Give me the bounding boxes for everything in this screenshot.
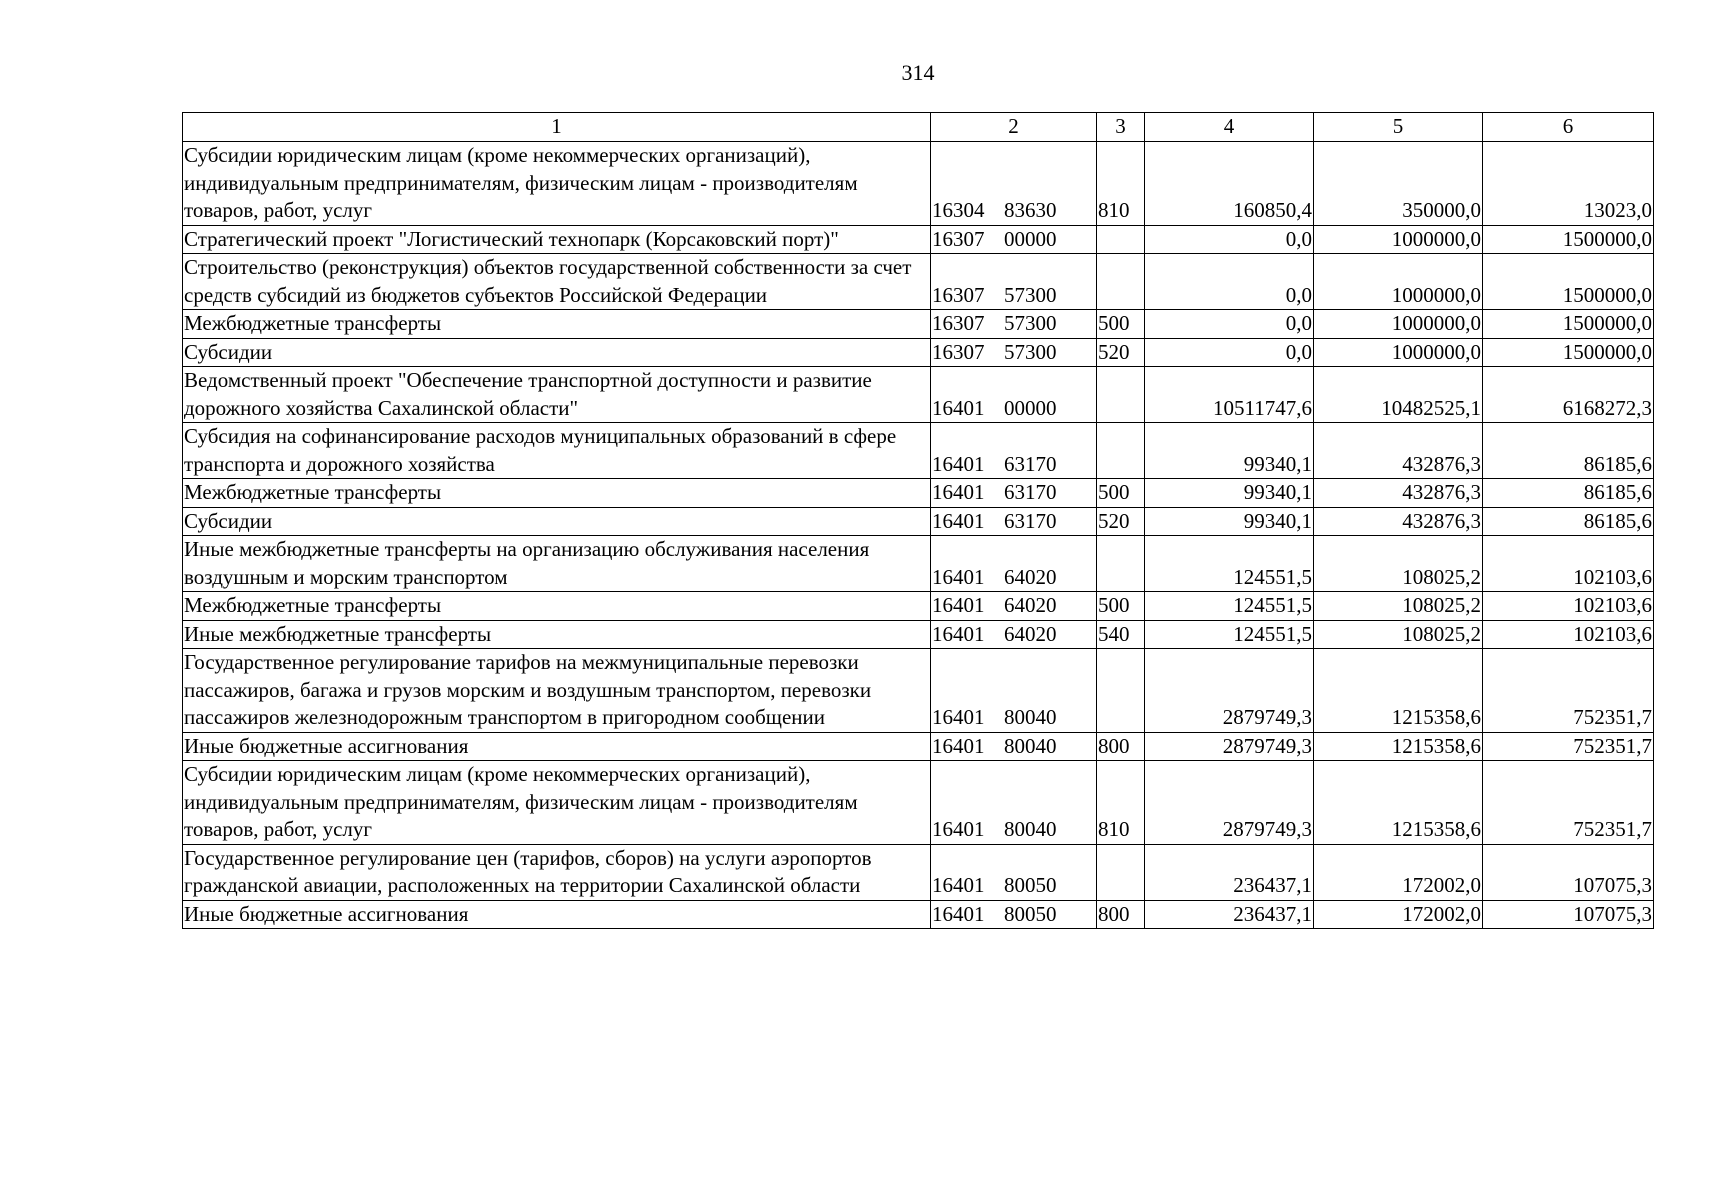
- row-code-section: 16401: [932, 817, 985, 841]
- row-expense-type: 810: [1097, 142, 1145, 226]
- row-expense-type: [1097, 536, 1145, 592]
- row-code-item: 63170: [1004, 451, 1057, 476]
- row-value-col5: 1000000,0: [1314, 310, 1483, 339]
- table-row: [183, 732, 1654, 761]
- row-value-col5: 432876,3: [1314, 423, 1483, 479]
- row-value-col4: 124551,5: [1145, 536, 1314, 592]
- row-code-item: 80040: [1004, 705, 1057, 729]
- table-row: [183, 225, 1654, 254]
- row-code: [931, 338, 1097, 367]
- table-header-row: [183, 113, 1654, 142]
- row-value-col4: 124551,5: [1145, 592, 1314, 621]
- row-name: Стратегический проект "Логистический технопарк (Корсаковский порт)": [183, 225, 931, 254]
- row-code-section: 16401: [932, 901, 985, 926]
- table-row: [183, 507, 1654, 536]
- row-code: [931, 423, 1097, 479]
- row-code-item: 57300: [1004, 339, 1057, 364]
- row-code-item: 64020: [1004, 593, 1057, 617]
- row-code-section: 16401: [932, 395, 985, 420]
- row-value-col6: 1500000,0: [1483, 254, 1654, 310]
- row-code-section: 16307: [932, 339, 985, 364]
- row-value-col4: 160850,4: [1145, 142, 1314, 226]
- table-row: [183, 844, 1654, 900]
- row-code-section: 16401: [932, 873, 985, 897]
- row-expense-type: [1097, 423, 1145, 479]
- row-value-col6: 752351,7: [1483, 761, 1654, 845]
- row-value-col5: 1000000,0: [1314, 225, 1483, 254]
- row-value-col6: 102103,6: [1483, 536, 1654, 592]
- row-code-section: 16401: [932, 733, 985, 758]
- row-expense-type: 500: [1097, 592, 1145, 621]
- row-value-col5: 10482525,1: [1314, 367, 1483, 423]
- row-code-item: 80040: [1004, 817, 1057, 841]
- row-expense-type: 540: [1097, 620, 1145, 649]
- table-row: [183, 761, 1654, 845]
- row-code-item: 00000: [1004, 395, 1057, 420]
- row-value-col6: 1500000,0: [1483, 338, 1654, 367]
- row-value-col4: 10511747,6: [1145, 367, 1314, 423]
- row-expense-type: 520: [1097, 338, 1145, 367]
- row-code-item: 80050: [1004, 873, 1057, 897]
- row-code-item: 64020: [1004, 621, 1057, 646]
- row-value-col6: 752351,7: [1483, 732, 1654, 761]
- table-row: [183, 479, 1654, 508]
- table-row: [183, 900, 1654, 929]
- row-code-item: 83630: [1004, 198, 1057, 222]
- row-value-col6: 13023,0: [1483, 142, 1654, 226]
- row-value-col4: 0,0: [1145, 338, 1314, 367]
- row-name: Иные межбюджетные трансферты на организацию обслуживания населения воздушным и морским транспортом: [183, 536, 931, 592]
- row-value-col5: 108025,2: [1314, 592, 1483, 621]
- row-code-section: 16401: [932, 564, 985, 589]
- column-header: 6: [1483, 113, 1654, 142]
- row-name: Межбюджетные трансферты: [183, 310, 931, 339]
- row-code-section: 16304: [932, 198, 985, 222]
- row-name: Субсидия на софинансирование расходов муниципальных образований в сфере транспорта и дорожного хозяйства: [183, 423, 931, 479]
- row-code-item: 80040: [1004, 733, 1057, 758]
- row-value-col5: 350000,0: [1314, 142, 1483, 226]
- row-name: Субсидии: [183, 338, 931, 367]
- row-code: [931, 479, 1097, 508]
- row-expense-type: 520: [1097, 507, 1145, 536]
- row-value-col5: 108025,2: [1314, 620, 1483, 649]
- table-row: [183, 338, 1654, 367]
- row-value-col4: 2879749,3: [1145, 649, 1314, 733]
- row-code-section: 16401: [932, 508, 985, 533]
- row-value-col5: 432876,3: [1314, 479, 1483, 508]
- row-expense-type: 500: [1097, 479, 1145, 508]
- row-name: Строительство (реконструкция) объектов государственной собственности за счет средств субсидий из бюджетов субъектов Российской Федерации: [183, 254, 931, 310]
- row-code-section: 16307: [932, 311, 985, 335]
- row-name: Иные бюджетные ассигнования: [183, 732, 931, 761]
- row-value-col4: 124551,5: [1145, 620, 1314, 649]
- row-code: [931, 900, 1097, 929]
- row-value-col6: 86185,6: [1483, 423, 1654, 479]
- row-value-col6: 752351,7: [1483, 649, 1654, 733]
- table-row: [183, 367, 1654, 423]
- column-header: 2: [931, 113, 1097, 142]
- row-value-col5: 172002,0: [1314, 900, 1483, 929]
- row-code-item: 00000: [1004, 226, 1057, 251]
- table-row: [183, 310, 1654, 339]
- row-value-col4: 2879749,3: [1145, 761, 1314, 845]
- row-value-col4: 99340,1: [1145, 507, 1314, 536]
- row-name: Межбюджетные трансферты: [183, 592, 931, 621]
- row-code-section: 16307: [932, 282, 985, 307]
- budget-table: [182, 112, 1654, 929]
- row-code: [931, 649, 1097, 733]
- row-expense-type: 810: [1097, 761, 1145, 845]
- row-code-item: 80050: [1004, 901, 1057, 926]
- row-value-col6: 1500000,0: [1483, 310, 1654, 339]
- row-expense-type: [1097, 649, 1145, 733]
- row-code: [931, 620, 1097, 649]
- row-code: [931, 761, 1097, 845]
- row-value-col5: 1000000,0: [1314, 254, 1483, 310]
- row-code: [931, 254, 1097, 310]
- row-value-col5: 172002,0: [1314, 844, 1483, 900]
- row-name: Межбюджетные трансферты: [183, 479, 931, 508]
- row-value-col6: 102103,6: [1483, 592, 1654, 621]
- table-row: [183, 536, 1654, 592]
- row-name: Субсидии: [183, 507, 931, 536]
- row-value-col4: 2879749,3: [1145, 732, 1314, 761]
- row-value-col5: 1000000,0: [1314, 338, 1483, 367]
- table-row: [183, 254, 1654, 310]
- page-number: 314: [901, 60, 935, 85]
- row-value-col6: 102103,6: [1483, 620, 1654, 649]
- row-code-section: 16401: [932, 593, 985, 617]
- table-row: [183, 620, 1654, 649]
- row-code-item: 57300: [1004, 282, 1057, 307]
- column-header: 1: [183, 113, 931, 142]
- row-code: [931, 592, 1097, 621]
- row-code: [931, 225, 1097, 254]
- table-row: [183, 649, 1654, 733]
- row-code-section: 16401: [932, 480, 985, 504]
- row-expense-type: [1097, 367, 1145, 423]
- row-name: Субсидии юридическим лицам (кроме некоммерческих организаций), индивидуальным предпринимателям, физическим лицам - производителям товаров, работ, услуг: [183, 761, 931, 845]
- row-code-item: 57300: [1004, 311, 1057, 335]
- row-code-section: 16401: [932, 451, 985, 476]
- row-name: Государственное регулирование цен (тарифов, сборов) на услуги аэропортов гражданской авиации, расположенных на территории Сахалинской области: [183, 844, 931, 900]
- row-code-item: 63170: [1004, 480, 1057, 504]
- row-name: Иные бюджетные ассигнования: [183, 900, 931, 929]
- column-header: 3: [1097, 113, 1145, 142]
- row-name: Государственное регулирование тарифов на межмуниципальные перевозки пассажиров, багажа и грузов морским и воздушным транспортом, перевозки пассажиров железнодорожным транспортом в пригородном сообщении: [183, 649, 931, 733]
- row-code: [931, 310, 1097, 339]
- row-value-col4: 236437,1: [1145, 844, 1314, 900]
- row-value-col5: 1215358,6: [1314, 649, 1483, 733]
- row-value-col4: 0,0: [1145, 310, 1314, 339]
- row-value-col5: 1215358,6: [1314, 732, 1483, 761]
- row-value-col6: 86185,6: [1483, 479, 1654, 508]
- row-value-col6: 6168272,3: [1483, 367, 1654, 423]
- table-row: [183, 142, 1654, 226]
- row-code: [931, 536, 1097, 592]
- row-value-col5: 108025,2: [1314, 536, 1483, 592]
- column-header: 4: [1145, 113, 1314, 142]
- row-value-col6: 86185,6: [1483, 507, 1654, 536]
- row-code: [931, 507, 1097, 536]
- row-value-col6: 107075,3: [1483, 900, 1654, 929]
- row-name: Субсидии юридическим лицам (кроме некоммерческих организаций), индивидуальным предпринимателям, физическим лицам - производителям товаров, работ, услуг: [183, 142, 931, 226]
- row-code-item: 63170: [1004, 508, 1057, 533]
- column-header: 5: [1314, 113, 1483, 142]
- row-value-col4: 0,0: [1145, 225, 1314, 254]
- row-value-col6: 1500000,0: [1483, 225, 1654, 254]
- row-code-section: 16307: [932, 226, 985, 251]
- row-code: [931, 367, 1097, 423]
- row-code-item: 64020: [1004, 564, 1057, 589]
- table-row: [183, 592, 1654, 621]
- row-expense-type: 800: [1097, 732, 1145, 761]
- row-expense-type: [1097, 225, 1145, 254]
- row-value-col4: 99340,1: [1145, 423, 1314, 479]
- table-row: [183, 423, 1654, 479]
- row-code: [931, 844, 1097, 900]
- row-name: Ведомственный проект "Обеспечение транспортной доступности и развитие дорожного хозяйства Сахалинской области": [183, 367, 931, 423]
- row-code-section: 16401: [932, 705, 985, 729]
- row-code-section: 16401: [932, 621, 985, 646]
- row-value-col4: 99340,1: [1145, 479, 1314, 508]
- row-value-col4: 0,0: [1145, 254, 1314, 310]
- row-expense-type: [1097, 254, 1145, 310]
- row-name: Иные межбюджетные трансферты: [183, 620, 931, 649]
- row-value-col5: 432876,3: [1314, 507, 1483, 536]
- row-expense-type: 800: [1097, 900, 1145, 929]
- row-expense-type: 500: [1097, 310, 1145, 339]
- row-code: [931, 732, 1097, 761]
- row-value-col5: 1215358,6: [1314, 761, 1483, 845]
- row-code: [931, 142, 1097, 226]
- row-expense-type: [1097, 844, 1145, 900]
- row-value-col4: 236437,1: [1145, 900, 1314, 929]
- row-value-col6: 107075,3: [1483, 844, 1654, 900]
